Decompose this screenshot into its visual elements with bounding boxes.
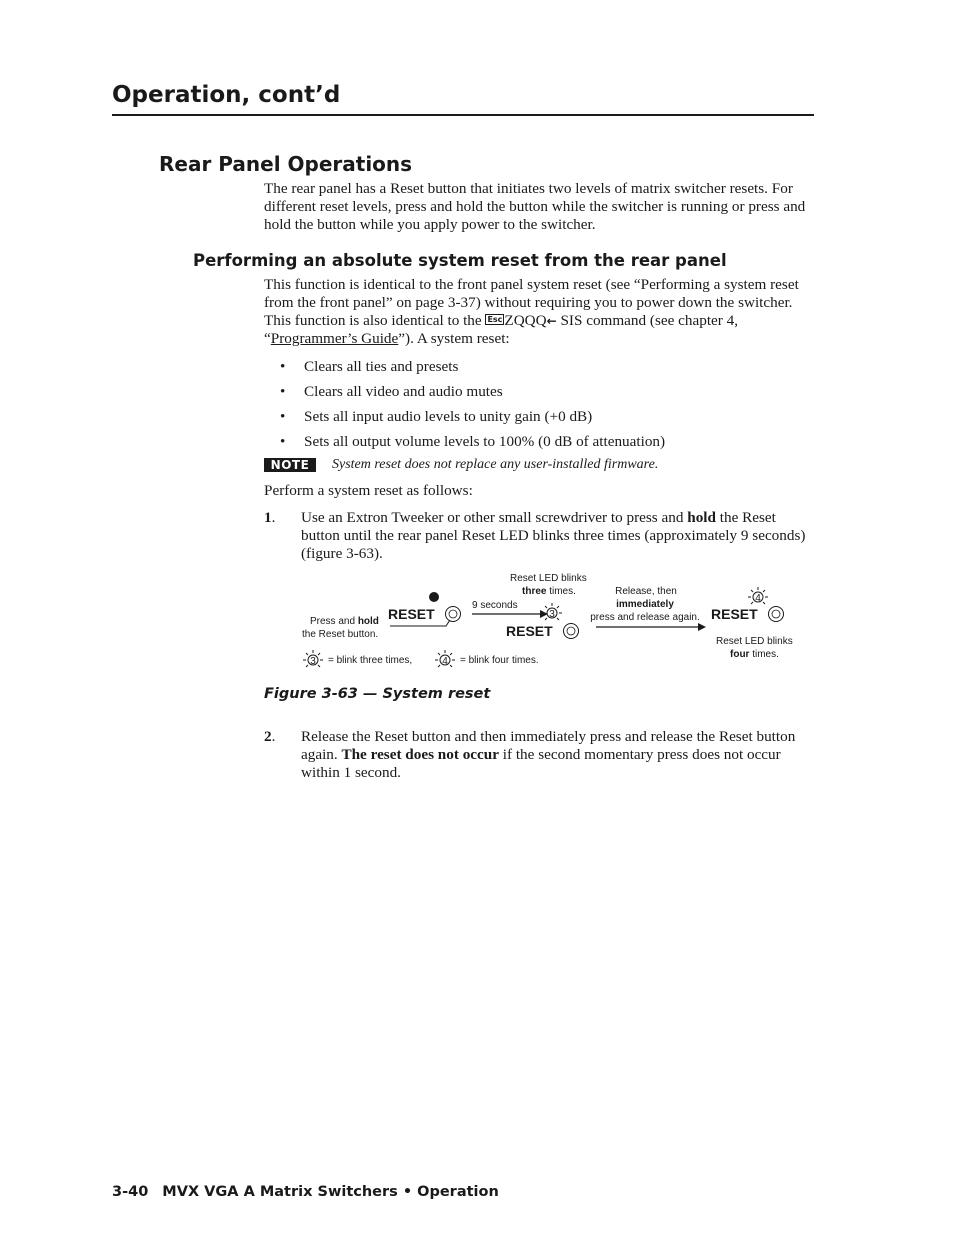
reset-label: RESET xyxy=(506,623,553,639)
bullet-icon: • xyxy=(280,408,286,425)
blink-four-icon xyxy=(748,587,768,604)
page-header-title: Operation, cont’d xyxy=(112,82,341,108)
svg-text:3: 3 xyxy=(310,656,316,667)
step-text: Use an Extron Tweeker or other small screwdriver to press and hold the Reset button until the rear panel Reset LED blinks three times (approximately 9 seconds) (figure 3-63). xyxy=(301,509,806,562)
step-text: Release the Reset button and then immediately press and release the Reset button again. The reset does not occur if the second momentary press does not occur within 1 second. xyxy=(301,728,796,781)
reset-button-icon xyxy=(446,607,461,622)
reset-button-icon xyxy=(564,624,579,639)
bullet-text: Sets all output volume levels to 100% (0 dB of attenuation) xyxy=(304,433,666,450)
para-text: SIS command (see chapter 4, “ xyxy=(264,312,739,347)
header-rule xyxy=(112,114,814,116)
press-hold-label-line2: the Reset button. xyxy=(302,629,379,640)
footer-text: MVX VGA A Matrix Switchers • Operation xyxy=(162,1184,499,1200)
legend-three-text: = blink three times, xyxy=(328,655,413,666)
bullet-text: Clears all ties and presets xyxy=(304,358,459,375)
list-item xyxy=(264,433,816,458)
step-number: 2. xyxy=(264,728,276,745)
svg-text:3: 3 xyxy=(549,609,555,620)
step-number: 1. xyxy=(264,509,276,526)
bullet-text: Sets all input audio levels to unity gain (+0 dB) xyxy=(304,408,593,425)
legend-blink-three-icon xyxy=(303,650,323,667)
system-reset-figure xyxy=(300,568,810,673)
arrow-head-icon xyxy=(698,623,706,631)
release-label-bold: immediately xyxy=(616,599,674,610)
press-hold-label: Press and hold xyxy=(310,616,379,627)
led-blinks-four-label: Reset LED blinks xyxy=(716,636,793,647)
page-number: 3-40 xyxy=(112,1184,149,1200)
note xyxy=(264,456,816,476)
svg-text:4: 4 xyxy=(755,593,761,604)
subsection-title: Performing an absolute system reset from the rear panel xyxy=(193,251,727,270)
steps-lead-in: Perform a system reset as follows: xyxy=(264,482,473,499)
return-arrow-icon: ← xyxy=(546,314,557,328)
para-text: This function is identical to the front panel system reset (see “Performing a system reset from the front panel” on page 3-37) without requiring you to power down the switcher. This function is also identical to the xyxy=(264,276,799,329)
section-intro: The rear panel has a Reset button that initiates two levels of matrix switcher resets. For different reset levels, press and hold the button while the switcher is running or press and hold the button while you apply power to the switcher. xyxy=(264,180,806,233)
blink-three-icon xyxy=(542,603,562,620)
bullet-icon: • xyxy=(280,383,286,400)
bullet-text: Clears all video and audio mutes xyxy=(304,383,503,400)
section-title: Rear Panel Operations xyxy=(159,152,413,176)
list-item xyxy=(264,383,816,408)
bullet-icon: • xyxy=(280,358,286,375)
note-badge: NOTE xyxy=(264,458,316,472)
reset-bullet-list xyxy=(264,358,816,458)
led-on-icon xyxy=(429,592,439,602)
esc-key-icon: Esc xyxy=(487,315,503,324)
page-footer xyxy=(112,1184,499,1200)
list-item xyxy=(264,358,816,383)
reset-label: RESET xyxy=(388,606,435,622)
para-text: ”). A system reset: xyxy=(398,330,510,347)
subsection-paragraph xyxy=(264,276,816,348)
legend-four-text: = blink four times. xyxy=(460,655,539,666)
led-blinks-four-label-line2: four times. xyxy=(730,649,779,660)
led-blinks-three-label: Reset LED blinks xyxy=(510,573,587,584)
reset-label: RESET xyxy=(711,606,758,622)
note-text: System reset does not replace any user-installed firmware. xyxy=(332,457,659,472)
svg-text:4: 4 xyxy=(442,656,448,667)
release-label-line3: press and release again. xyxy=(590,612,700,623)
bullet-icon: • xyxy=(280,433,286,450)
legend-blink-four-icon xyxy=(435,650,455,667)
release-label: Release, then xyxy=(615,586,677,597)
led-blinks-three-label-line2: three times. xyxy=(522,586,576,597)
list-item xyxy=(264,408,816,433)
nine-seconds-label: 9 seconds xyxy=(472,600,518,611)
reset-button-icon xyxy=(769,607,784,622)
programmers-guide-link[interactable]: Programmer’s Guide xyxy=(270,330,399,347)
figure-caption: Figure 3-63 — System reset xyxy=(264,686,491,702)
sis-command: ZQQQ xyxy=(504,312,547,329)
